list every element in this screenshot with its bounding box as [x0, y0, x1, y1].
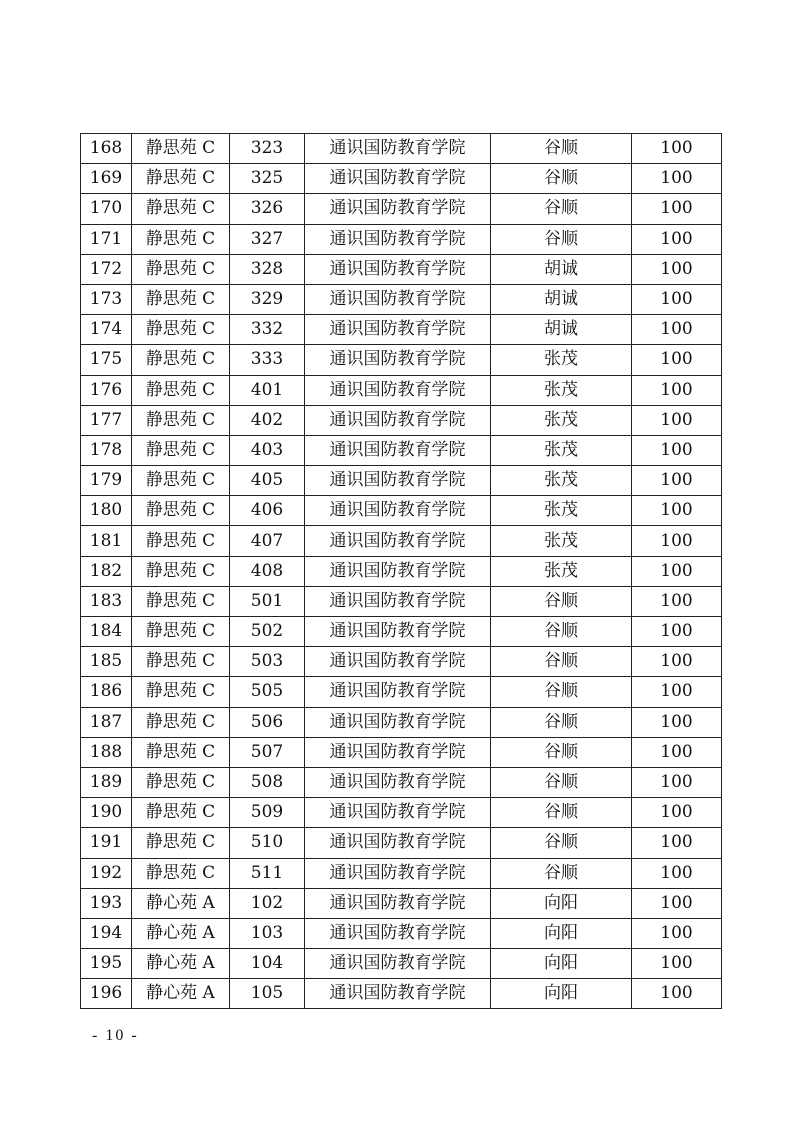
cell-score: 100: [632, 798, 722, 828]
cell-building: 静思苑 C: [132, 828, 230, 858]
cell-room: 407: [230, 526, 305, 556]
cell-room: 326: [230, 194, 305, 224]
table-row: [81, 949, 722, 979]
cell-person: 谷顺: [491, 224, 632, 254]
cell-person: 谷顺: [491, 134, 632, 164]
cell-room: 328: [230, 254, 305, 284]
cell-building: 静思苑 C: [132, 466, 230, 496]
cell-score: 100: [632, 496, 722, 526]
cell-college: 通识国防教育学院: [305, 224, 491, 254]
cell-serial-number: 184: [81, 617, 132, 647]
cell-room: 401: [230, 375, 305, 405]
cell-serial-number: 170: [81, 194, 132, 224]
cell-building: 静心苑 A: [132, 918, 230, 948]
cell-person: 向阳: [491, 979, 632, 1009]
cell-score: 100: [632, 617, 722, 647]
cell-serial-number: 185: [81, 647, 132, 677]
cell-score: 100: [632, 164, 722, 194]
page-number: - 10 -: [92, 1027, 139, 1044]
cell-score: 100: [632, 828, 722, 858]
cell-college: 通识国防教育学院: [305, 647, 491, 677]
cell-college: 通识国防教育学院: [305, 466, 491, 496]
table-row: [81, 375, 722, 405]
dormitory-score-table-wrapper: [80, 133, 715, 1009]
cell-score: 100: [632, 677, 722, 707]
cell-college: 通识国防教育学院: [305, 194, 491, 224]
cell-score: 100: [632, 979, 722, 1009]
cell-building: 静思苑 C: [132, 375, 230, 405]
cell-score: 100: [632, 526, 722, 556]
cell-building: 静思苑 C: [132, 435, 230, 465]
cell-score: 100: [632, 134, 722, 164]
cell-person: 向阳: [491, 888, 632, 918]
table-row: [81, 979, 722, 1009]
cell-building: 静思苑 C: [132, 284, 230, 314]
cell-person: 张茂: [491, 466, 632, 496]
cell-room: 508: [230, 767, 305, 797]
cell-serial-number: 176: [81, 375, 132, 405]
cell-person: 张茂: [491, 375, 632, 405]
cell-building: 静思苑 C: [132, 345, 230, 375]
cell-building: 静思苑 C: [132, 134, 230, 164]
cell-college: 通识国防教育学院: [305, 949, 491, 979]
cell-building: 静思苑 C: [132, 405, 230, 435]
table-row: [81, 647, 722, 677]
table-row: [81, 224, 722, 254]
cell-score: 100: [632, 224, 722, 254]
cell-room: 105: [230, 979, 305, 1009]
cell-person: 谷顺: [491, 737, 632, 767]
cell-building: 静思苑 C: [132, 617, 230, 647]
cell-room: 104: [230, 949, 305, 979]
cell-score: 100: [632, 586, 722, 616]
cell-building: 静思苑 C: [132, 798, 230, 828]
cell-serial-number: 177: [81, 405, 132, 435]
cell-score: 100: [632, 737, 722, 767]
cell-person: 谷顺: [491, 586, 632, 616]
cell-serial-number: 183: [81, 586, 132, 616]
cell-serial-number: 172: [81, 254, 132, 284]
cell-person: 谷顺: [491, 194, 632, 224]
cell-serial-number: 168: [81, 134, 132, 164]
cell-serial-number: 189: [81, 767, 132, 797]
table-row: [81, 284, 722, 314]
cell-room: 501: [230, 586, 305, 616]
cell-room: 506: [230, 707, 305, 737]
cell-room: 507: [230, 737, 305, 767]
cell-room: 408: [230, 556, 305, 586]
cell-college: 通识国防教育学院: [305, 254, 491, 284]
cell-person: 张茂: [491, 405, 632, 435]
cell-score: 100: [632, 375, 722, 405]
cell-score: 100: [632, 405, 722, 435]
table-row: [81, 677, 722, 707]
cell-college: 通识国防教育学院: [305, 134, 491, 164]
cell-building: 静思苑 C: [132, 737, 230, 767]
cell-person: 谷顺: [491, 767, 632, 797]
cell-building: 静心苑 A: [132, 979, 230, 1009]
cell-person: 胡诚: [491, 254, 632, 284]
cell-college: 通识国防教育学院: [305, 767, 491, 797]
cell-score: 100: [632, 435, 722, 465]
cell-college: 通识国防教育学院: [305, 435, 491, 465]
cell-serial-number: 171: [81, 224, 132, 254]
cell-serial-number: 188: [81, 737, 132, 767]
cell-college: 通识国防教育学院: [305, 858, 491, 888]
cell-room: 323: [230, 134, 305, 164]
cell-college: 通识国防教育学院: [305, 345, 491, 375]
cell-serial-number: 181: [81, 526, 132, 556]
cell-serial-number: 180: [81, 496, 132, 526]
cell-person: 张茂: [491, 526, 632, 556]
cell-college: 通识国防教育学院: [305, 677, 491, 707]
table-row: [81, 767, 722, 797]
cell-person: 张茂: [491, 345, 632, 375]
cell-person: 谷顺: [491, 707, 632, 737]
cell-score: 100: [632, 707, 722, 737]
cell-score: 100: [632, 858, 722, 888]
table-row: [81, 737, 722, 767]
table-row: [81, 798, 722, 828]
cell-serial-number: 182: [81, 556, 132, 586]
cell-room: 325: [230, 164, 305, 194]
cell-person: 谷顺: [491, 858, 632, 888]
cell-serial-number: 174: [81, 315, 132, 345]
cell-building: 静心苑 A: [132, 888, 230, 918]
table-row: [81, 466, 722, 496]
cell-score: 100: [632, 918, 722, 948]
cell-college: 通识国防教育学院: [305, 707, 491, 737]
cell-college: 通识国防教育学院: [305, 828, 491, 858]
table-row: [81, 405, 722, 435]
cell-person: 谷顺: [491, 617, 632, 647]
table-row: [81, 496, 722, 526]
cell-college: 通识国防教育学院: [305, 496, 491, 526]
cell-room: 327: [230, 224, 305, 254]
table-row: [81, 345, 722, 375]
table-row: [81, 828, 722, 858]
cell-room: 405: [230, 466, 305, 496]
cell-college: 通识国防教育学院: [305, 617, 491, 647]
cell-score: 100: [632, 284, 722, 314]
cell-serial-number: 193: [81, 888, 132, 918]
cell-college: 通识国防教育学院: [305, 284, 491, 314]
cell-serial-number: 178: [81, 435, 132, 465]
cell-building: 静思苑 C: [132, 556, 230, 586]
cell-college: 通识国防教育学院: [305, 526, 491, 556]
cell-serial-number: 186: [81, 677, 132, 707]
dormitory-score-table: [80, 133, 722, 1009]
cell-score: 100: [632, 767, 722, 797]
cell-building: 静思苑 C: [132, 707, 230, 737]
cell-building: 静思苑 C: [132, 224, 230, 254]
cell-room: 402: [230, 405, 305, 435]
cell-room: 511: [230, 858, 305, 888]
table-row: [81, 888, 722, 918]
cell-building: 静思苑 C: [132, 164, 230, 194]
cell-building: 静思苑 C: [132, 858, 230, 888]
cell-score: 100: [632, 254, 722, 284]
table-row: [81, 858, 722, 888]
cell-person: 谷顺: [491, 828, 632, 858]
cell-college: 通识国防教育学院: [305, 315, 491, 345]
table-row: [81, 254, 722, 284]
cell-person: 张茂: [491, 556, 632, 586]
cell-room: 509: [230, 798, 305, 828]
cell-serial-number: 169: [81, 164, 132, 194]
cell-person: 谷顺: [491, 798, 632, 828]
table-row: [81, 134, 722, 164]
cell-college: 通识国防教育学院: [305, 556, 491, 586]
cell-college: 通识国防教育学院: [305, 164, 491, 194]
cell-person: 谷顺: [491, 164, 632, 194]
cell-room: 503: [230, 647, 305, 677]
cell-room: 510: [230, 828, 305, 858]
cell-building: 静思苑 C: [132, 767, 230, 797]
cell-building: 静思苑 C: [132, 677, 230, 707]
cell-person: 谷顺: [491, 647, 632, 677]
cell-room: 102: [230, 888, 305, 918]
cell-building: 静思苑 C: [132, 586, 230, 616]
cell-serial-number: 187: [81, 707, 132, 737]
cell-building: 静心苑 A: [132, 949, 230, 979]
cell-score: 100: [632, 194, 722, 224]
cell-room: 406: [230, 496, 305, 526]
table-row: [81, 526, 722, 556]
cell-score: 100: [632, 949, 722, 979]
cell-person: 张茂: [491, 435, 632, 465]
table-row: [81, 556, 722, 586]
cell-building: 静思苑 C: [132, 526, 230, 556]
cell-serial-number: 190: [81, 798, 132, 828]
cell-room: 505: [230, 677, 305, 707]
cell-college: 通识国防教育学院: [305, 586, 491, 616]
cell-building: 静思苑 C: [132, 496, 230, 526]
cell-college: 通识国防教育学院: [305, 918, 491, 948]
cell-person: 张茂: [491, 496, 632, 526]
cell-score: 100: [632, 466, 722, 496]
cell-college: 通识国防教育学院: [305, 798, 491, 828]
cell-serial-number: 194: [81, 918, 132, 948]
cell-room: 103: [230, 918, 305, 948]
cell-serial-number: 195: [81, 949, 132, 979]
cell-building: 静思苑 C: [132, 254, 230, 284]
cell-person: 向阳: [491, 949, 632, 979]
cell-building: 静思苑 C: [132, 194, 230, 224]
cell-building: 静思苑 C: [132, 315, 230, 345]
cell-score: 100: [632, 647, 722, 677]
cell-building: 静思苑 C: [132, 647, 230, 677]
cell-serial-number: 196: [81, 979, 132, 1009]
table-row: [81, 918, 722, 948]
cell-person: 谷顺: [491, 677, 632, 707]
cell-score: 100: [632, 315, 722, 345]
table-row: [81, 707, 722, 737]
cell-college: 通识国防教育学院: [305, 979, 491, 1009]
cell-college: 通识国防教育学院: [305, 888, 491, 918]
cell-person: 向阳: [491, 918, 632, 948]
cell-room: 502: [230, 617, 305, 647]
cell-serial-number: 191: [81, 828, 132, 858]
table-row: [81, 435, 722, 465]
cell-room: 403: [230, 435, 305, 465]
cell-person: 胡诚: [491, 284, 632, 314]
table-row: [81, 586, 722, 616]
cell-score: 100: [632, 556, 722, 586]
cell-serial-number: 173: [81, 284, 132, 314]
cell-score: 100: [632, 345, 722, 375]
table-row: [81, 164, 722, 194]
cell-score: 100: [632, 888, 722, 918]
cell-college: 通识国防教育学院: [305, 375, 491, 405]
cell-person: 胡诚: [491, 315, 632, 345]
cell-room: 329: [230, 284, 305, 314]
table-row: [81, 194, 722, 224]
table-row: [81, 315, 722, 345]
table-body: [81, 134, 722, 1009]
cell-serial-number: 192: [81, 858, 132, 888]
table-row: [81, 617, 722, 647]
cell-college: 通识国防教育学院: [305, 737, 491, 767]
cell-serial-number: 179: [81, 466, 132, 496]
cell-room: 333: [230, 345, 305, 375]
cell-serial-number: 175: [81, 345, 132, 375]
cell-room: 332: [230, 315, 305, 345]
cell-college: 通识国防教育学院: [305, 405, 491, 435]
